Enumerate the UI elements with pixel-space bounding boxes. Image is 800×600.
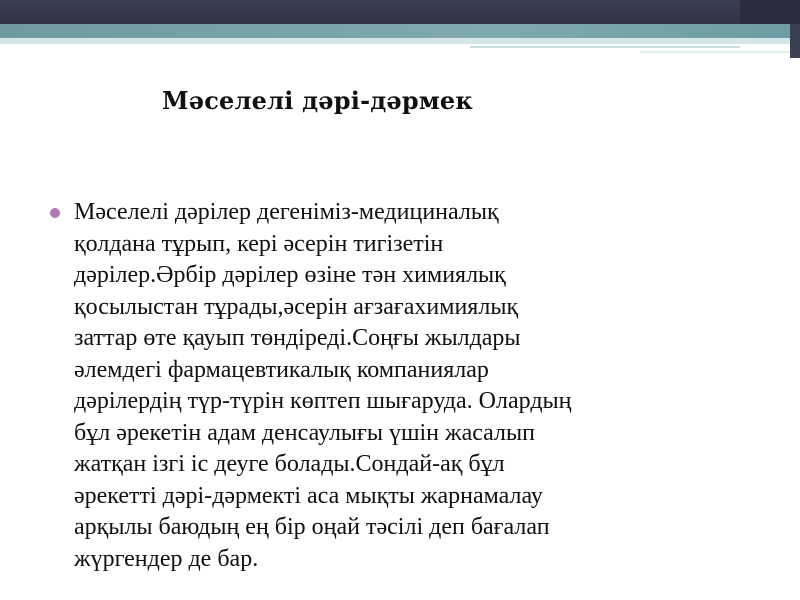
slide-title: Мәселелі дәрі-дәрмек [162,86,473,115]
bullet-line: арқылы баюдың ең бір оңай тәсілі деп бағалап [74,514,550,540]
bullet-line: әрекетті дәрі-дәрмекті аса мықты жарнамалау [74,482,543,509]
bullet-line: дәрілердің түр-түрін көптеп шығаруда. Олардың [74,388,572,414]
bullet-line: бұл әрекетін адам денсаулығы үшін жасалып [74,419,535,446]
bullet-line: әлемдегі фармацевтикалық компаниялар [74,356,489,383]
header-light-band [0,38,800,44]
bullet-line: қосылыстан тұрады,әсерін ағзағахимиялық [74,293,519,320]
bullet-list [50,197,750,575]
bullet-text [74,197,744,575]
bullet-line: дәрілер.Әрбір дәрілер өзіне тән химиялық [74,262,506,288]
header-accent-line [470,46,740,48]
header-right-accent [790,24,800,58]
bullet-line: қолдана тұрып, кері әсерін тигізетін [74,230,444,257]
bullet-line: жатқан ізгі іс деуге болады.Сондай-ақ бұл [74,451,505,477]
header-dark-band [0,0,800,24]
header-accent-line-2 [640,51,790,53]
bullet-line: жүргендер де бар. [74,545,259,572]
bullet-marker [50,208,60,218]
bullet-line: Мәселелі дәрілер дегеніміз-медициналық [74,199,499,225]
header-teal-band [0,24,800,38]
bullet-line: заттар өте қауып төндіреді.Соңғы жылдары [74,325,521,351]
header-dark-block [740,0,800,24]
